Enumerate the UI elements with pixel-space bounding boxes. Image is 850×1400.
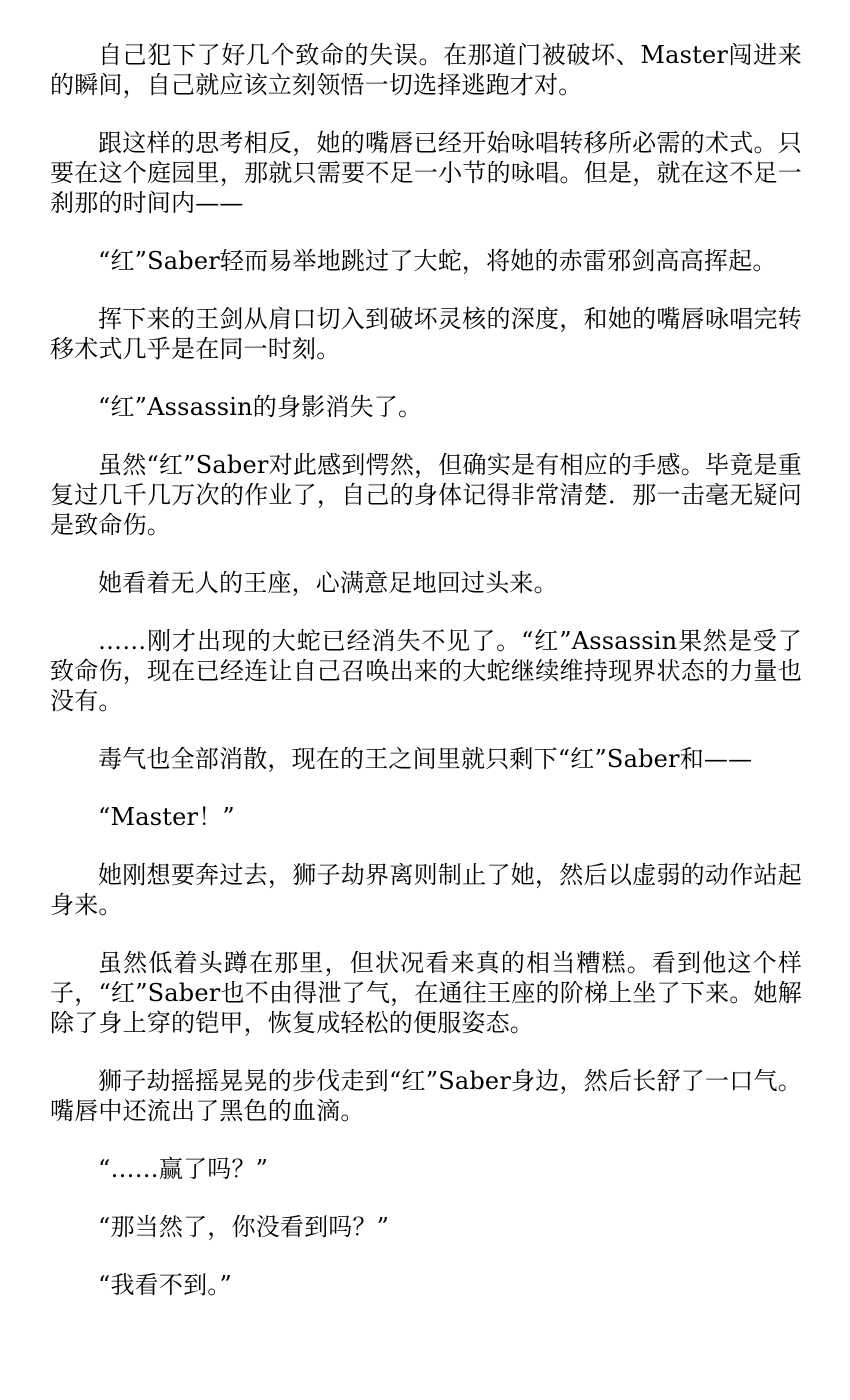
paragraph-10: “Master！” — [98, 803, 235, 831]
paragraph-11: 她刚想要奔过去，狮子劫界离则制止了她，然后以虚弱的动作站起身来。 — [50, 861, 802, 919]
document-page — [50, 40, 802, 1328]
paragraph-9: 毒气也全部消散，现在的王之间里就只剩下“红”Saber和—— — [98, 745, 753, 773]
paragraph-14: “……赢了吗？” — [98, 1155, 269, 1183]
paragraph-1: 自己犯下了好几个致命的失误。在那道门被破坏、Master闯进来的瞬间，自己就应该立刻领悟一切选择逃跑才对。 — [50, 41, 802, 99]
paragraph-16: “我看不到。” — [98, 1271, 232, 1299]
paragraph-2: 跟这样的思考相反，她的嘴唇已经开始咏唱转移所必需的术式。只要在这个庭园里，那就只需要不足一小节的咏唱。但是，就在这不足一刹那的时间内—— — [50, 129, 802, 217]
paragraph-5: “红”Assassin的身影消失了。 — [98, 393, 423, 421]
paragraph-15: “那当然了，你没看到吗？” — [98, 1213, 390, 1241]
paragraph-13: 狮子劫摇摇晃晃的步伐走到“红”Saber身边，然后长舒了一口气。嘴唇中还流出了黑色的血滴。 — [50, 1067, 802, 1125]
paragraph-7: 她看着无人的王座，心满意足地回过头来。 — [98, 569, 558, 597]
paragraph-8: ……刚才出现的大蛇已经消失不见了。“红”Assassin果然是受了致命伤，现在已经连让自己召唤出来的大蛇继续维持现界状态的力量也没有。 — [50, 627, 802, 715]
paragraph-12: 虽然低着头蹲在那里，但状况看来真的相当糟糕。看到他这个样子，“红”Saber也不由得泄了气，在通往王座的阶梯上坐了下来。她解除了身上穿的铠甲，恢复成轻松的便服姿态。 — [50, 949, 802, 1037]
paragraph-3: “红”Saber轻而易举地跳过了大蛇，将她的赤雷邪剑高高挥起。 — [98, 247, 777, 275]
paragraph-4: 挥下来的王剑从肩口切入到破坏灵核的深度，和她的嘴唇咏唱完转移术式几乎是在同一时刻。 — [50, 305, 802, 363]
paragraph-6: 虽然“红”Saber对此感到愕然，但确实是有相应的手感。毕竟是重复过几千几万次的作业了，自己的身体记得非常清楚．那一击毫无疑问是致命伤。 — [50, 451, 802, 539]
